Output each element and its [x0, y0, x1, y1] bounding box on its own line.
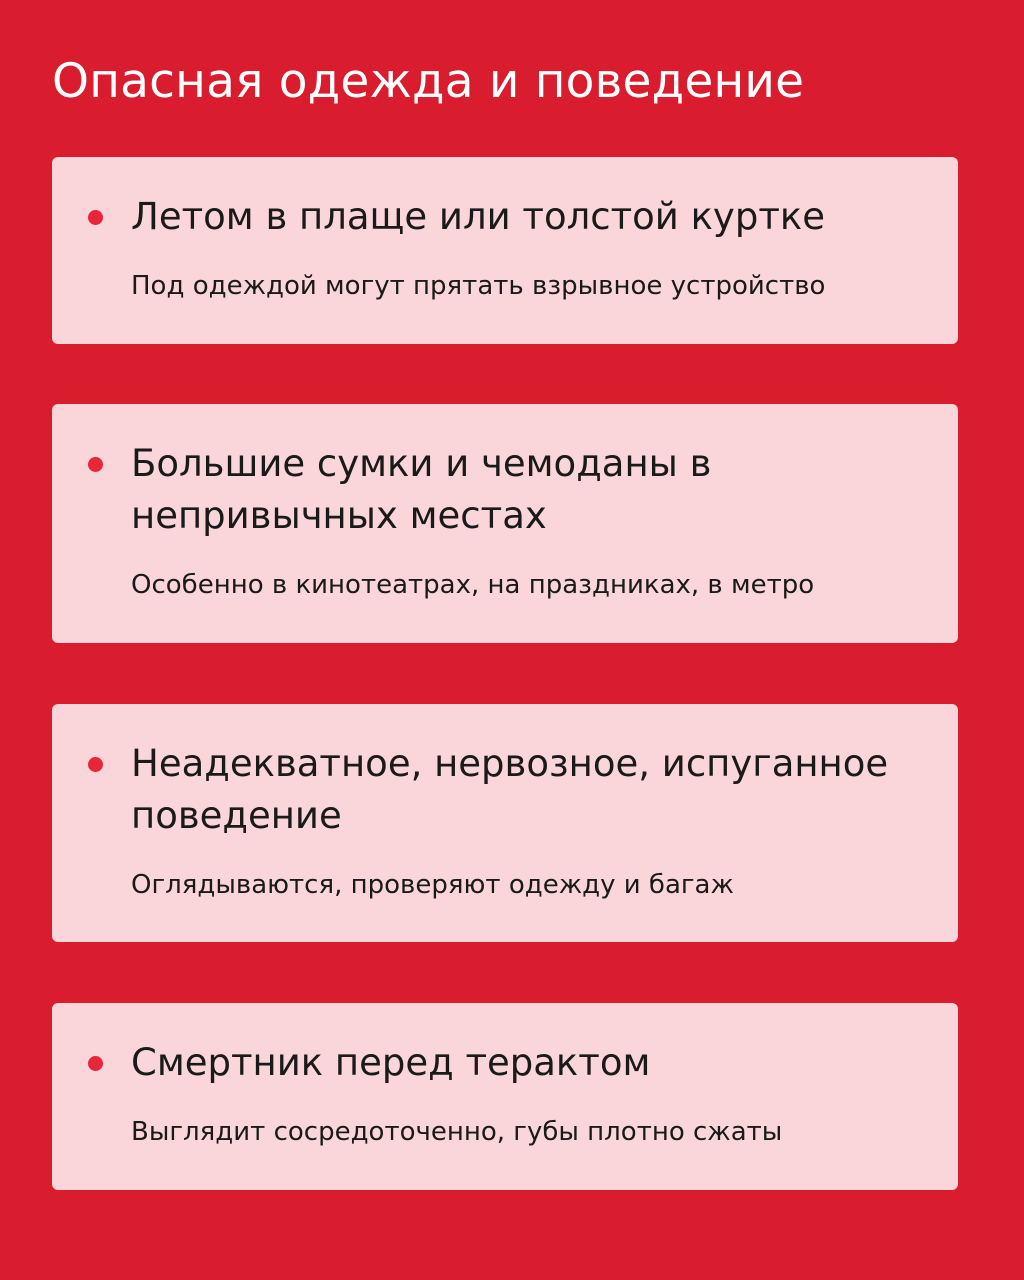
- list-item: [52, 157, 958, 344]
- list-item: [52, 404, 958, 643]
- item-description: Особенно в кинотеатрах, на праздниках, в метро: [131, 570, 815, 600]
- item-description: Под одеждой могут прятать взрывное устройство: [131, 271, 826, 301]
- item-heading: Неадекватное, нервозное, испуганное поведение: [131, 742, 889, 837]
- bullet-icon: [88, 757, 103, 772]
- item-description: Оглядываются, проверяют одежду и багаж: [131, 870, 734, 900]
- item-heading: Смертник перед терактом: [131, 1041, 651, 1084]
- item-heading: Летом в плаще или толстой куртке: [131, 195, 825, 238]
- bullet-icon: [88, 1056, 103, 1071]
- item-description: Выглядит сосредоточенно, губы плотно сжаты: [131, 1117, 783, 1147]
- bullet-icon: [88, 210, 103, 225]
- item-heading: Большие сумки и чемоданы в непривычных местах: [131, 442, 712, 537]
- list-item: [52, 704, 958, 942]
- bullet-icon: [88, 457, 103, 472]
- page-title: Опасная одежда и поведение: [52, 54, 805, 109]
- list-item: [52, 1003, 958, 1190]
